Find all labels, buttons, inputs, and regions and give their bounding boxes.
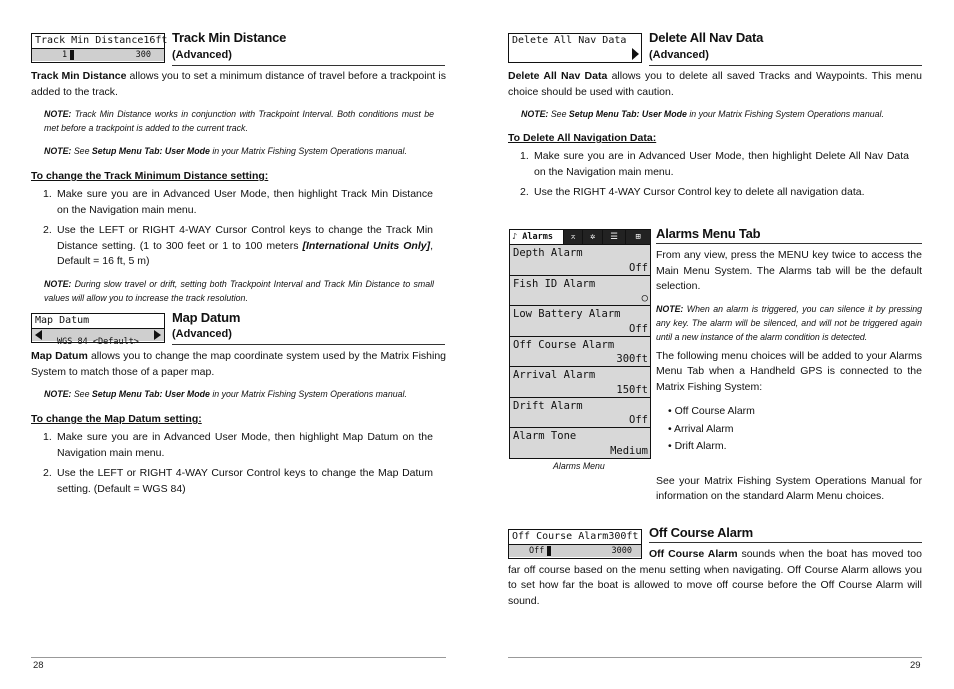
slider-max: 3000 <box>611 546 632 556</box>
alarms-menu-caption: Alarms Menu <box>553 461 605 471</box>
alarms-p1: From any view, press the MENU key twice to access the Main Menu System. The Alarms tab will be the default selection. <box>656 249 922 292</box>
list-item: • Off Course Alarm <box>668 405 755 417</box>
footer-rule <box>508 657 922 658</box>
delete-all-nav-data-widget[interactable] <box>508 33 642 63</box>
section-rule <box>649 542 922 543</box>
map-datum-widget <box>31 313 165 347</box>
list-item: 1. Make sure you are in Advanced User Mode, then highlight Track Min Distance on the Navigation main menu. <box>43 188 433 216</box>
alarms-p2: The following menu choices will be added to your Alarms Menu Tab when a Handheld GPS is connected to the Matrix Fishing System: <box>656 349 922 393</box>
tab-sonar[interactable] <box>564 230 584 244</box>
off-course-body <box>508 547 922 609</box>
section-rule <box>656 243 922 244</box>
track-min-distance-body <box>31 69 446 305</box>
delete-steps <box>508 149 922 201</box>
track-note-1: NOTE: Track Min Distance works in conjunction with Trackpoint Interval. Both conditions must be met before a trackpoint is added to the current track. <box>44 109 434 133</box>
menu-item-label: Arrival Alarm <box>513 369 596 381</box>
menu-item-value: 300ft <box>616 353 648 365</box>
menu-item-value: Off <box>629 261 648 274</box>
track-distance-slider[interactable] <box>32 48 164 61</box>
menu-item[interactable] <box>510 398 650 429</box>
widget-label: Delete All Nav Data <box>512 35 627 46</box>
section-rule <box>172 65 445 66</box>
menu-item-label: Fish ID Alarm <box>513 277 596 290</box>
gear-icon: ✲ <box>590 232 596 242</box>
list-item: 1. Make sure you are in Advanced User Mode, then highlight Delete All Nav Data on the Navigation main menu. <box>520 150 909 178</box>
alarms-p3: See your Matrix Fishing System Operations Manual for information on the standard Alarm Menu choices. <box>656 474 922 502</box>
menu-items <box>510 245 650 458</box>
footer-rule <box>31 657 446 658</box>
widget-label: Off Course Alarm <box>512 531 609 542</box>
list-item: • Arrival Alarm <box>668 422 734 435</box>
delete-procedure-title: To Delete All Navigation Data: <box>508 132 657 144</box>
map-datum-body <box>31 349 446 497</box>
sonar-icon: ⌅ <box>570 232 576 242</box>
delete-all-nav-data-title: Delete All Nav Data <box>649 30 764 45</box>
track-note-2: NOTE: See Setup Menu Tab: User Mode in your Matrix Fishing System Operations manual. <box>44 146 407 156</box>
track-steps <box>31 187 446 270</box>
chevron-right-icon[interactable] <box>632 48 639 60</box>
track-intro: Track Min Distance allows you to set a minimum distance of travel before a trackpoint is added to the track. <box>31 70 447 98</box>
track-min-distance-widget <box>31 33 168 63</box>
nav-icon: ☰ <box>610 232 618 242</box>
tab-settings[interactable] <box>583 230 603 244</box>
widget-value: 16ft <box>143 35 168 46</box>
widget-label: Track Min Distance <box>35 35 144 46</box>
list-item: • Drift Alarm. <box>668 440 727 452</box>
track-min-distance-subtitle: (Advanced) <box>172 49 232 61</box>
track-note-3: NOTE: During slow travel or drift, setting both Trackpoint Interval and Track Min Distance to small values will allow you to increase the track resolution. <box>44 278 434 303</box>
menu-item-value: 150ft <box>616 383 648 396</box>
map-datum-title: Map Datum <box>172 310 241 325</box>
slider-thumb[interactable] <box>70 50 74 60</box>
widget-value: 300ft <box>608 531 639 542</box>
datum-note: NOTE: See Setup Menu Tab: User Mode in your Matrix Fishing System Operations manual. <box>44 389 407 399</box>
off-course-alarm-title: Off Course Alarm <box>649 525 753 540</box>
list-item: 2. Use the LEFT or RIGHT 4-WAY Cursor Control keys to change the Map Datum setting. (Default = WGS 84) <box>43 467 433 495</box>
page-number-right: 29 <box>910 660 921 671</box>
menu-item-value: Medium <box>610 444 648 457</box>
datum-procedure-title: To change the Map Datum setting: <box>31 413 202 425</box>
menu-item-label: Depth Alarm <box>513 247 583 259</box>
menu-item[interactable] <box>510 306 650 337</box>
alarms-note: NOTE: When an alarm is triggered, you can silence it by pressing any key. The alarm will be silenced, and will not be triggered again until a new instance of the alarm condition is detected. <box>656 303 922 342</box>
map-datum-subtitle: (Advanced) <box>172 328 232 340</box>
track-procedure-title: To change the Track Minimum Distance setting: <box>31 170 269 182</box>
alarms-menu <box>509 229 651 459</box>
delete-body <box>508 69 922 201</box>
list-item: 1. Make sure you are in Advanced User Mode, then highlight Map Datum on the Navigation main menu. <box>43 431 433 459</box>
slider-max: 300 <box>135 50 151 60</box>
alarms-body <box>656 248 922 505</box>
widget-label: Map Datum <box>35 315 90 326</box>
list-item: 2. Use the LEFT or RIGHT 4-WAY Cursor Control keys to change the Track Min Distance setting. (1 to 300 feet or 1 to 100 meters [International Units Only], Default = 16 ft, 5 m) <box>43 224 433 267</box>
map-datum-selector[interactable] <box>32 328 164 347</box>
datum-intro: Map Datum allows you to change the map coordinate system used by the Matrix Fishing System to match those of a paper map. <box>31 350 447 378</box>
menu-item-label: Off Course Alarm <box>513 338 615 351</box>
chevron-right-icon[interactable] <box>154 330 161 340</box>
section-rule <box>172 344 445 345</box>
track-min-distance-title: Track Min Distance <box>172 30 287 45</box>
tab-navigation[interactable] <box>603 230 626 244</box>
menu-item[interactable] <box>510 276 650 307</box>
tab-alarms[interactable]: ♪ Alarms <box>510 230 564 244</box>
slider-min: 1 <box>62 50 68 60</box>
alarms-bullets <box>656 403 922 456</box>
menu-item-value: Off <box>629 322 648 335</box>
menu-item-label: Low Battery Alarm <box>513 308 621 320</box>
alarms-menu-tab-title: Alarms Menu Tab <box>656 226 761 241</box>
menu-item[interactable] <box>510 428 650 458</box>
slider-min: Off <box>529 546 545 556</box>
delete-note: NOTE: See Setup Menu Tab: User Mode in your Matrix Fishing System Operations manual. <box>521 109 884 119</box>
delete-intro: Delete All Nav Data allows you to delete all saved Tracks and Waypoints. This menu choice should be used with caution. <box>508 70 922 98</box>
menu-item-label: Alarm Tone <box>513 430 577 442</box>
off-course-intro: Off Course Alarm sounds when the boat has moved too far off course based on the menu setting when navigating. Off Course Alarm allows you to set how far the boat is allowed to move off course before the Off Course Alarm will sound. <box>508 548 922 607</box>
chevron-left-icon[interactable] <box>35 330 42 340</box>
delete-all-nav-data-subtitle: (Advanced) <box>649 49 709 61</box>
menu-tabs <box>510 230 650 245</box>
list-item: 2. Use the RIGHT 4-WAY Cursor Control key to delete all navigation data. <box>520 186 865 198</box>
tab-accessories[interactable] <box>626 230 650 244</box>
plug-icon: ⊞ <box>635 232 641 242</box>
menu-item-label: Drift Alarm <box>513 399 583 412</box>
section-rule <box>649 65 922 66</box>
menu-item[interactable] <box>510 245 650 276</box>
datum-steps <box>31 430 446 497</box>
menu-item[interactable] <box>510 367 650 398</box>
menu-item[interactable] <box>510 337 650 368</box>
bell-icon: ♪ <box>512 232 518 242</box>
page-number-left: 28 <box>33 660 44 671</box>
widget-value: WGS 84 <Default> <box>57 337 139 347</box>
menu-item-value: ○ <box>641 292 648 304</box>
menu-item-value: Off <box>629 414 648 426</box>
